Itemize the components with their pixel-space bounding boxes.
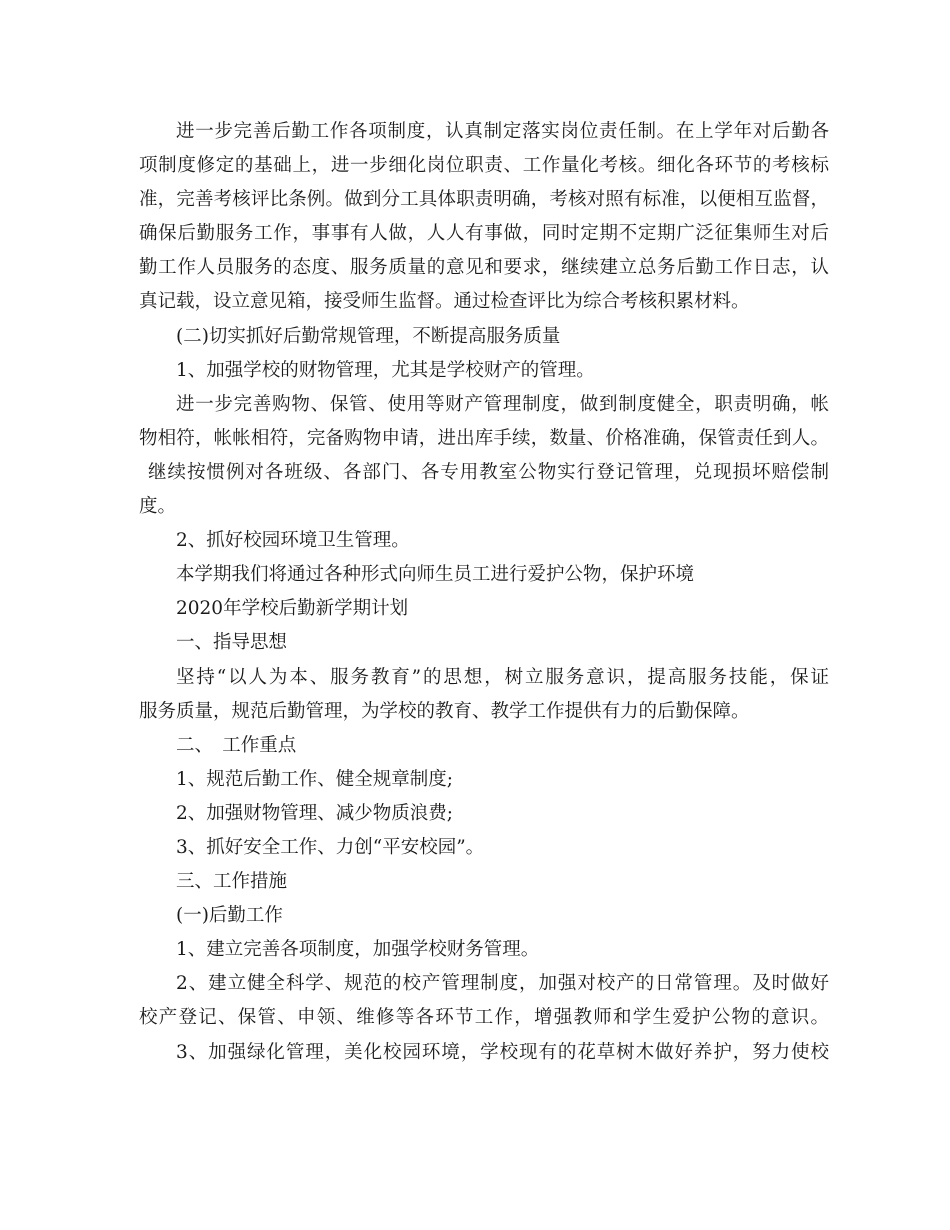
paragraph-line: 进一步完善购物、保管、使用等财产管理制度，做到制度健全，职责明确，帐 [176, 393, 829, 415]
list-item: 2、加强财物管理、减少物质浪费; [176, 802, 454, 824]
document-body [139, 115, 829, 1070]
list-item: 2、抓好校园环境卫生管理。 [176, 530, 410, 552]
paragraph-line: 本学期我们将通过各种形式向师生员工进行爱护公物，保护环境 [176, 564, 695, 586]
paragraph-line: 坚持“以人为本、服务教育”的思想，树立服务意识，提高服务技能，保证 [176, 666, 829, 688]
paragraph-line: 准，完善考核评比条例。做到分工具体职责明确，考核对照有标准，以便相互监督， [139, 189, 829, 211]
list-item: 3、抓好安全工作、力创“平安校园”。 [176, 836, 485, 858]
document-title: 2020年学校后勤新学期计划 [176, 598, 409, 620]
section-heading: 三、工作措施 [176, 871, 288, 893]
list-item: 3、加强绿化管理，美化校园环境，学校现有的花草树木做好养护，努力使校 [176, 1041, 829, 1063]
paragraph-line: 服务质量，规范后勤管理，为学校的教育、教学工作提供有力的后勤保障。 [139, 700, 750, 722]
paragraph-line: 勤工作人员服务的态度、服务质量的意见和要求，继续建立总务后勤工作日志，认 [139, 257, 829, 279]
list-item: 2、建立健全科学、规范的校产管理制度，加强对校产的日常管理。及时做好 [176, 973, 829, 995]
paragraph-line: 度。 [139, 496, 177, 518]
paragraph-line: 继续按惯例对各班级、各部门、各专用教室公物实行登记管理，兑现损坏赔偿制 [148, 461, 829, 483]
paragraph-line: 真记载，设立意见箱，接受师生监督。通过检查评比为综合考核积累材料。 [139, 291, 750, 313]
section-heading: 二、 工作重点 [176, 734, 297, 756]
list-item: 1、规范后勤工作、健全规章制度; [176, 768, 454, 790]
paragraph-line: 校产登记、保管、申领、维修等各环节工作，增强教师和学生爱护公物的意识。 [139, 1007, 829, 1029]
list-item: 1、建立完善各项制度，加强学校财务管理。 [176, 939, 540, 961]
section-heading: (一)后勤工作 [176, 905, 283, 927]
paragraph-line: 物相符，帐帐相符，完备购物申请，进出库手续，数量、价格准确，保管责任到人。 [139, 427, 829, 449]
list-item: 1、加强学校的财物管理，尤其是学校财产的管理。 [176, 359, 595, 381]
paragraph-line: 进一步完善后勤工作各项制度，认真制定落实岗位责任制。在上学年对后勤各 [176, 121, 829, 142]
paragraph-line: 项制度修定的基础上，进一步细化岗位职责、工作量化考核。细化各环节的考核标 [139, 155, 829, 177]
paragraph-line: 确保后勤服务工作，事事有人做，人人有事做，同时定期不定期广泛征集师生对后 [139, 223, 829, 245]
section-heading: 一、指导思想 [176, 632, 288, 654]
section-heading: (二)切实抓好后勤常规管理，不断提高服务质量 [176, 325, 561, 347]
